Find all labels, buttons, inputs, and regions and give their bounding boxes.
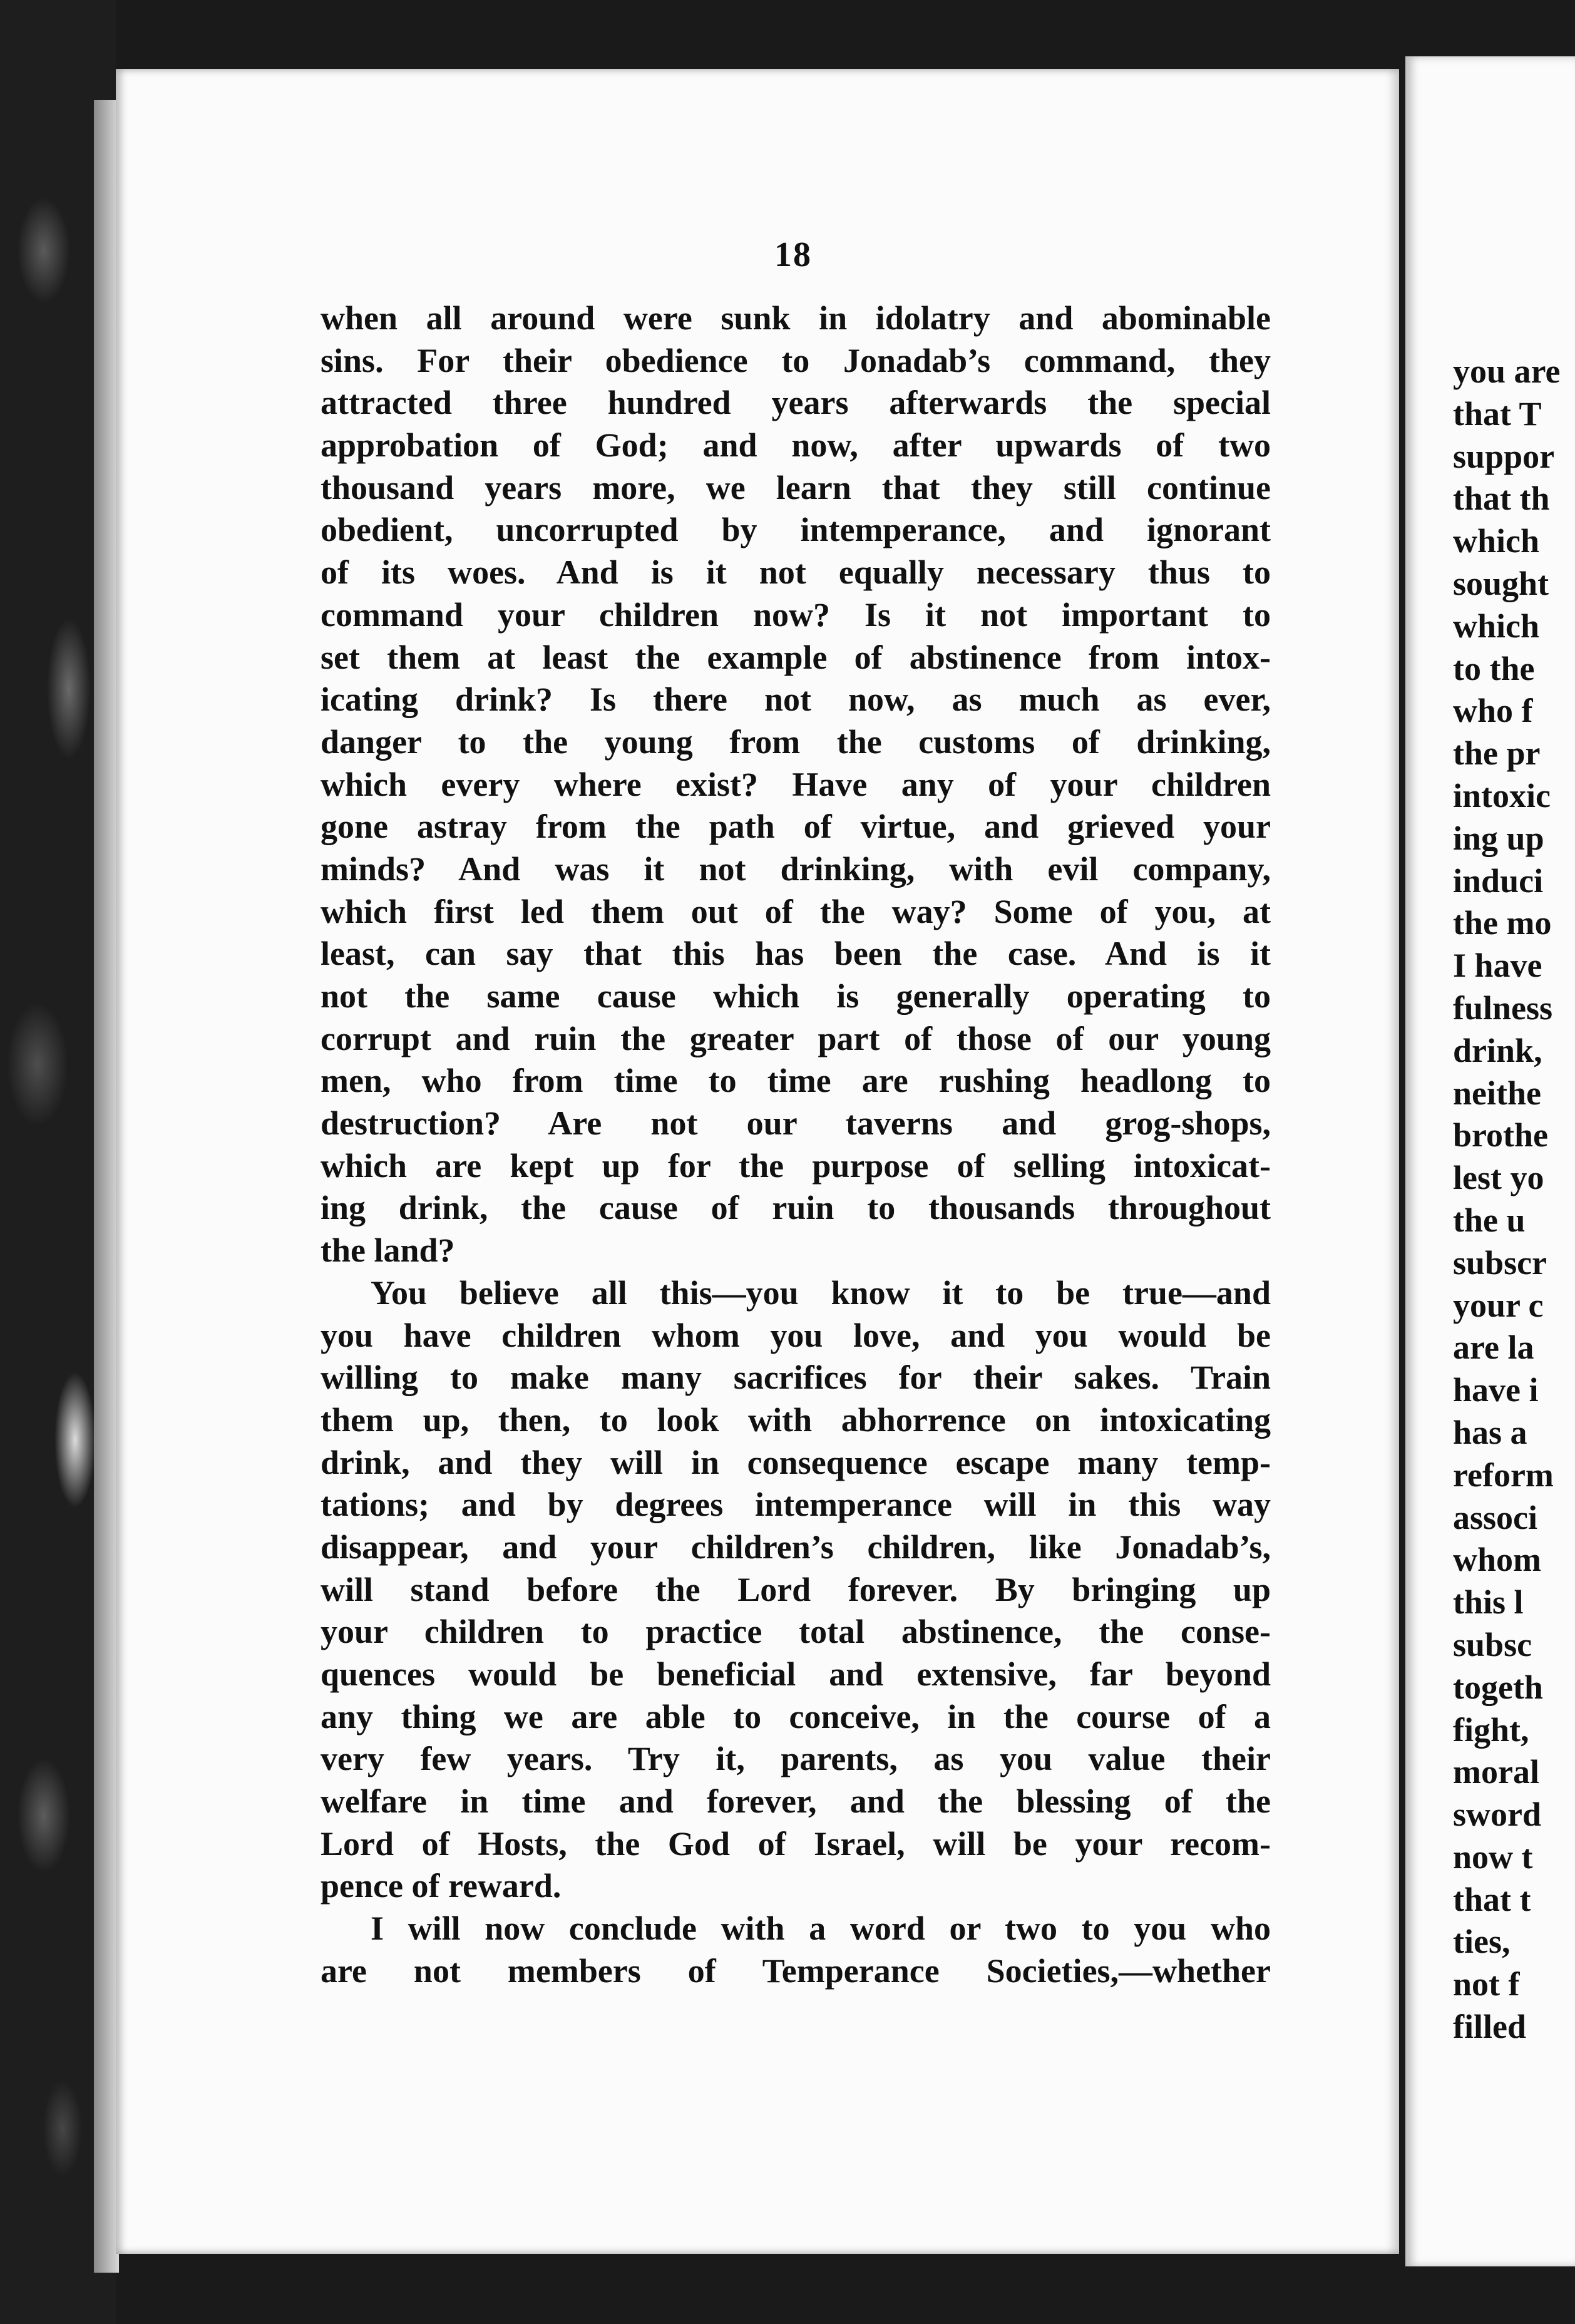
right-text-line: drink, (1453, 1031, 1542, 1069)
right-text-line: reform (1453, 1456, 1554, 1494)
text-line: corrupt and ruin the greater part of those of our young (321, 1019, 1271, 1057)
right-text-line: who f (1453, 692, 1533, 730)
right-text-line: that th (1453, 480, 1550, 518)
right-text-line: are la (1453, 1329, 1534, 1367)
text-line: which first led them out of the way? Some of you, at (321, 892, 1271, 930)
right-text-line: that t (1453, 1880, 1531, 1918)
text-line: least, can say that this has been the case. And is it (321, 935, 1271, 973)
text-line: icating drink? Is there not now, as much as ever, (321, 681, 1271, 719)
text-line: pence of reward. (321, 1867, 562, 1905)
text-line: the land? (321, 1231, 455, 1270)
text-line: You believe all this—you know it to be true—and (371, 1273, 1271, 1312)
right-text-line: the pr (1453, 734, 1541, 773)
right-page-text (1453, 351, 1575, 2049)
text-line: any thing we are able to conceive, in the course of a (321, 1697, 1271, 1735)
right-text-line: lest yo (1453, 1159, 1544, 1197)
right-text-line: neithe (1453, 1074, 1541, 1112)
right-text-line: you are (1453, 352, 1561, 390)
right-text-line: fulness (1453, 989, 1553, 1027)
right-text-line: sword (1453, 1796, 1542, 1834)
right-text-line: has a (1453, 1413, 1527, 1451)
text-line: which are kept up for the purpose of selling intoxicat- (321, 1146, 1271, 1185)
text-line: your children to practice total abstinence, the conse- (321, 1613, 1271, 1651)
right-text-line: suppor (1453, 437, 1555, 475)
text-line: gone astray from the path of virtue, and grieved your (321, 808, 1271, 846)
text-line: are not members of Temperance Societies,—whether (321, 1951, 1271, 1990)
text-line: command your children now? Is it not important to (321, 595, 1271, 634)
text-line: quences would be beneficial and extensive, far beyond (321, 1655, 1271, 1693)
text-line: approbation of God; and now, after upwards of two (321, 426, 1271, 465)
text-line: minds? And was it not drinking, with evil company, (321, 850, 1271, 888)
right-page (1405, 56, 1575, 2266)
right-text-line: induci (1453, 861, 1544, 900)
text-line: danger to the young from the customs of drinking, (321, 722, 1271, 761)
right-text-line: now t (1453, 1838, 1533, 1876)
text-line: willing to make many sacrifices for their sakes. Train (321, 1359, 1271, 1397)
right-text-line: which (1453, 607, 1540, 645)
right-text-line: the u (1453, 1201, 1526, 1239)
page-edge (94, 100, 119, 2273)
text-line: you have children whom you love, and you would be (321, 1316, 1271, 1354)
text-line: men, who from time to time are rushing headlong to (321, 1062, 1271, 1100)
right-text-line: brothe (1453, 1116, 1549, 1154)
right-text-line: ing up (1453, 819, 1544, 857)
text-line: set them at least the example of abstinence from intox- (321, 638, 1271, 676)
right-text-line: not f (1453, 1965, 1520, 2003)
right-text-line: togeth (1453, 1668, 1543, 1706)
right-text-line: the mo (1453, 904, 1552, 942)
text-line: when all around were sunk in idolatry and abominable (321, 299, 1271, 337)
right-text-line: whom (1453, 1541, 1542, 1579)
text-line: them up, then, to look with abhorrence on intoxicating (321, 1401, 1271, 1439)
right-text-line: associ (1453, 1498, 1537, 1536)
right-text-line: filled (1453, 2008, 1526, 2046)
text-line: Lord of Hosts, the God of Israel, will be your recom- (321, 1824, 1271, 1863)
text-line: attracted three hundred years afterwards the special (321, 384, 1271, 422)
body-text (321, 297, 1271, 1993)
right-text-line: I have (1453, 947, 1542, 985)
text-line: I will now conclude with a word or two to you who (371, 1910, 1271, 1948)
text-line: destruction? Are not our taverns and grog-shops, (321, 1104, 1271, 1143)
right-text-line: subsc (1453, 1625, 1532, 1663)
right-text-line: which (1453, 522, 1540, 560)
page-number: 18 (774, 235, 812, 274)
text-line: disappear, and your children’s children, like Jonadab’s, (321, 1528, 1271, 1566)
right-text-line: moral (1453, 1753, 1539, 1791)
text-line: ing drink, the cause of ruin to thousands throughout (321, 1189, 1271, 1227)
text-line: of its woes. And is it not equally necessary thus to (321, 553, 1271, 592)
text-line: thousand years more, we learn that they still continue (321, 468, 1271, 506)
text-line: drink, and they will in consequence escape many temp- (321, 1443, 1271, 1481)
text-line: obedient, uncorrupted by intemperance, and ignorant (321, 511, 1271, 549)
text-line: sins. For their obedience to Jonadab’s command, they (321, 341, 1271, 379)
right-text-line: to the (1453, 649, 1535, 687)
right-text-line: ties, (1453, 1923, 1511, 1961)
right-text-line: fight, (1453, 1710, 1529, 1749)
text-line: not the same cause which is generally operating to (321, 977, 1271, 1015)
text-line: which every where exist? Have any of your children (321, 765, 1271, 803)
text-line: tations; and by degrees intemperance will in this way (321, 1486, 1271, 1524)
text-line: will stand before the Lord forever. By bringing up (321, 1570, 1271, 1608)
right-text-line: subscr (1453, 1243, 1547, 1282)
text-line: welfare in time and forever, and the blessing of the (321, 1782, 1271, 1821)
right-text-line: have i (1453, 1371, 1539, 1409)
right-text-line: this l (1453, 1583, 1524, 1622)
right-text-line: that T (1453, 394, 1542, 433)
right-text-line: intoxic (1453, 776, 1551, 815)
right-text-line: sought (1453, 564, 1549, 602)
text-line: very few years. Try it, parents, as you value their (321, 1740, 1271, 1778)
right-text-line: your c (1453, 1286, 1544, 1324)
